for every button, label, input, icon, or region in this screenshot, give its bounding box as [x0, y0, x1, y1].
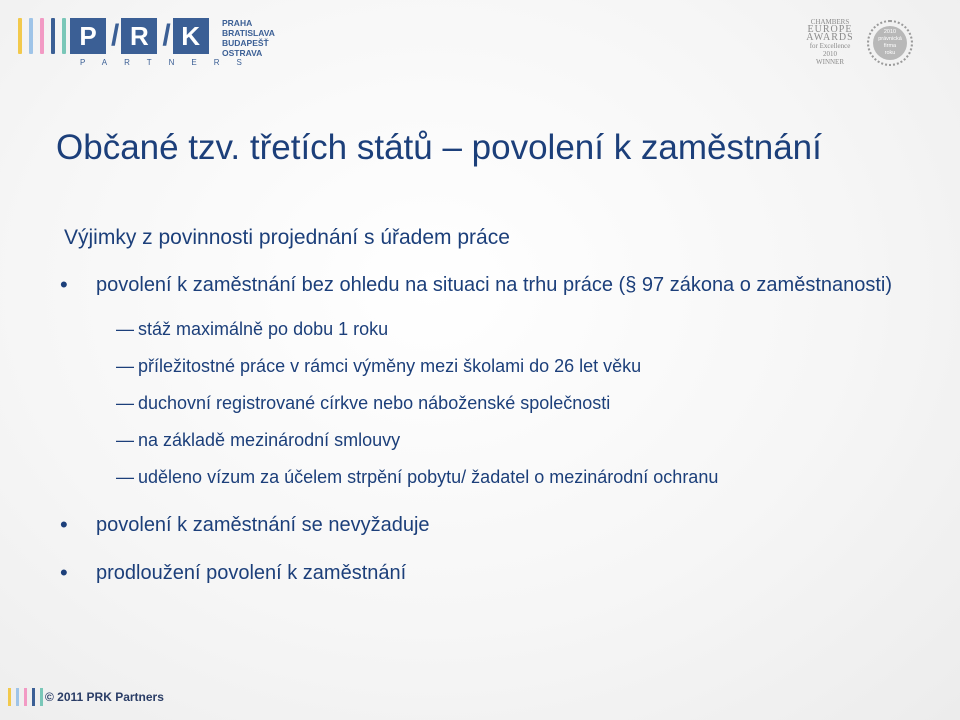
- logo-slash: /: [162, 19, 171, 52]
- bullet-item: [60, 558, 920, 588]
- dash-icon: —: [116, 393, 134, 413]
- stripe: [24, 688, 27, 706]
- sub-item: [60, 316, 920, 342]
- chambers-award-logo: [800, 18, 860, 66]
- footer-copyright: © 2011 PRK Partners: [45, 690, 164, 704]
- bullet-text: povolení k zaměstnání se nevyžaduje: [96, 514, 430, 536]
- sub-item: [60, 464, 838, 490]
- bullet-text: prodloužení povolení k zaměstnání: [96, 562, 407, 584]
- bullet-list: [60, 270, 920, 588]
- seal-line: 2010: [883, 29, 897, 35]
- seal-line: roku: [884, 50, 896, 56]
- slide-subtitle: Výjimky z povinnosti projednání s úřadem práce: [64, 226, 510, 249]
- sub-item-text: příležitostné práce v rámci výměny mezi školami do 26 let věku: [138, 356, 642, 376]
- logo-stripes: [18, 18, 66, 54]
- prk-logo: [70, 18, 212, 54]
- dash-icon: —: [116, 467, 134, 487]
- slide-title: Občané tzv. třetích států – povolení k zaměstnání: [56, 128, 822, 167]
- sub-item-text: duchovní registrované církve nebo náboženské společnosti: [138, 393, 611, 413]
- logo-slash: /: [111, 19, 120, 52]
- stripe: [16, 688, 19, 706]
- seal-line: firma: [883, 43, 897, 49]
- footer-stripes: [8, 688, 43, 706]
- stripe: [32, 688, 35, 706]
- sub-item: [60, 353, 920, 379]
- logo-partners: PARTNERS: [80, 58, 259, 67]
- award-line: CHAMBERS: [810, 18, 850, 26]
- header: [0, 0, 960, 80]
- city: OSTRAVA: [222, 48, 263, 58]
- stripe: [18, 18, 22, 54]
- stripe: [51, 18, 55, 54]
- stripe: [8, 688, 11, 706]
- sub-item: [60, 390, 920, 416]
- logo-letter-k: K: [173, 18, 209, 54]
- sub-item-text: uděleno vízum za účelem strpění pobytu/ žadatel o mezinárodní ochranu: [138, 467, 719, 487]
- dash-icon: —: [116, 319, 134, 339]
- seal-line: právnická: [878, 36, 902, 42]
- stripe: [62, 18, 66, 54]
- dash-icon: —: [116, 430, 134, 450]
- sub-item-text: na základě mezinárodní smlouvy: [138, 430, 401, 450]
- logo-letter-p: P: [70, 18, 106, 54]
- sub-item: [60, 427, 920, 453]
- city: BUDAPEŠŤ: [222, 38, 269, 48]
- award-line: 2010: [823, 50, 837, 58]
- award-seal-icon: [867, 20, 913, 66]
- bullet-icon: •: [60, 560, 68, 585]
- city: BRATISLAVA: [222, 28, 275, 38]
- bullet-icon: •: [60, 272, 68, 297]
- dash-icon: —: [116, 356, 134, 376]
- logo-letter-r: R: [121, 18, 157, 54]
- bullet-item: [60, 510, 920, 540]
- stripe: [29, 18, 33, 54]
- award-line: EUROPE: [807, 24, 853, 35]
- city: PRAHA: [222, 18, 253, 28]
- stripe: [40, 688, 43, 706]
- award-line: WINNER: [816, 58, 844, 66]
- office-cities: [222, 18, 275, 58]
- award-line: AWARDS: [806, 32, 854, 43]
- sub-item-text: stáž maximálně po dobu 1 roku: [138, 319, 389, 339]
- stripe: [40, 18, 44, 54]
- bullet-item: [60, 270, 920, 300]
- award-line: for Excellence: [809, 42, 851, 50]
- bullet-text: povolení k zaměstnání bez ohledu na situaci na trhu práce (§ 97 zákona o zaměstnanosti): [96, 274, 893, 296]
- bullet-icon: •: [60, 512, 68, 537]
